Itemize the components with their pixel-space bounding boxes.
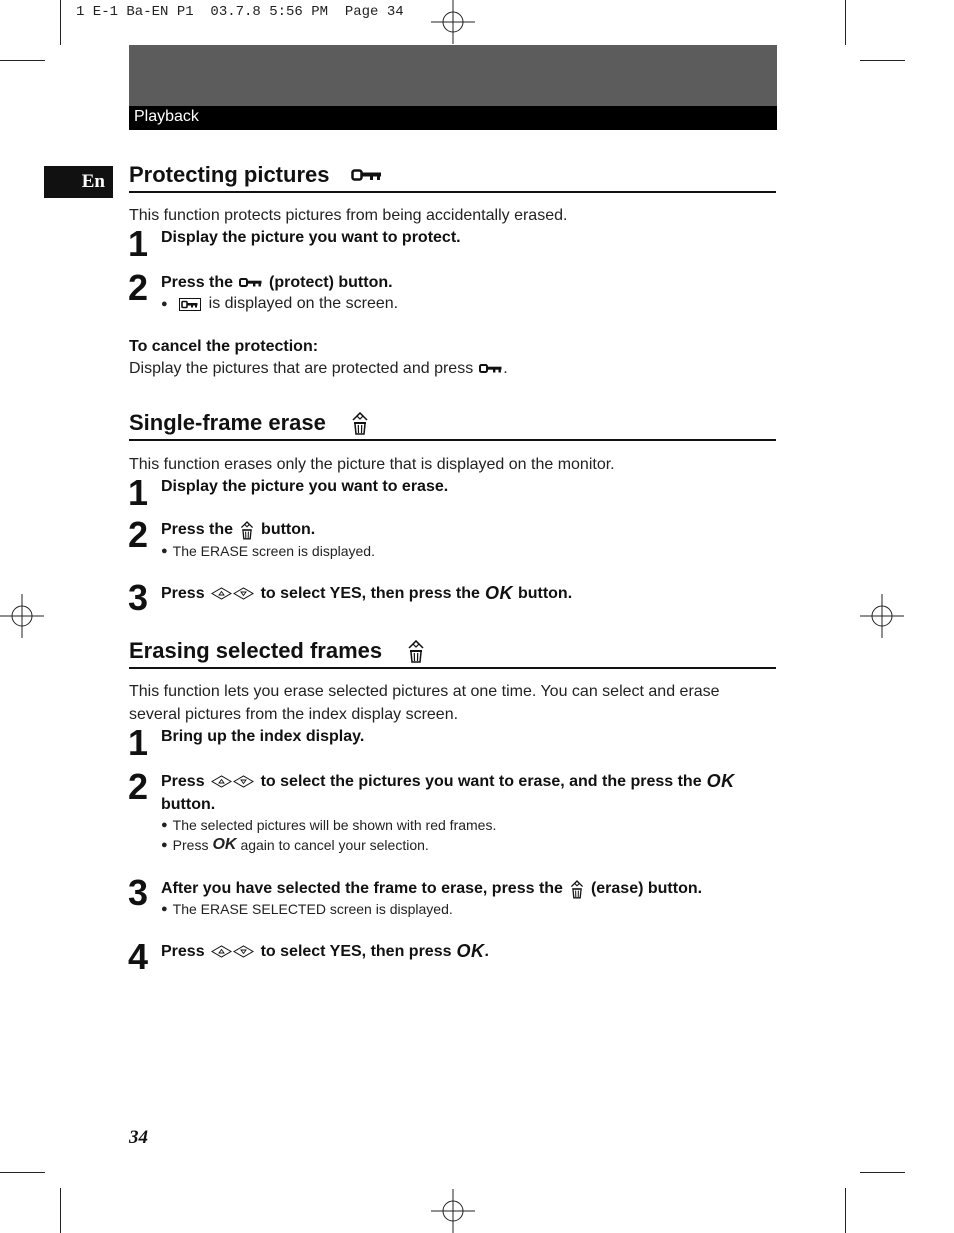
- step-text-after: button.: [517, 585, 573, 602]
- bullet-text-after: again to cancel your selection.: [240, 837, 429, 853]
- step-number: 2: [128, 267, 148, 308]
- step-text: Bring up the index display.: [161, 728, 365, 745]
- step-text: [161, 770, 740, 793]
- header-section-label: Playback: [134, 108, 199, 125]
- step-bullet: [161, 541, 375, 561]
- step-text: [161, 518, 315, 541]
- step-text: [161, 271, 393, 294]
- section-intro-line2: several pictures from the index display screen.: [129, 706, 459, 723]
- key-protect-icon: [239, 277, 263, 288]
- cancel-text: [129, 357, 508, 380]
- step-text-before: Press: [161, 773, 205, 790]
- step-text-before: Press the: [161, 274, 234, 291]
- ok-button-label: OK: [484, 583, 513, 603]
- step-number: 1: [128, 722, 148, 763]
- crop-mark: [860, 1172, 905, 1173]
- section-title-single-erase: [129, 410, 370, 436]
- step-text-mid: to select YES, then press the: [260, 585, 480, 602]
- step-text-line2: button.: [161, 796, 216, 813]
- bullet-text: is displayed on the screen.: [208, 295, 399, 312]
- cancel-heading: To cancel the protection:: [129, 338, 319, 355]
- bullet-dot-icon: ●: [161, 545, 168, 557]
- registration-mark-icon: [431, 0, 475, 44]
- up-down-arrow-buttons-icon: [211, 775, 255, 788]
- up-down-arrow-buttons-icon: [211, 587, 255, 600]
- crop-mark: [60, 0, 61, 45]
- section-rule: [129, 667, 776, 669]
- step-text-after: .: [484, 943, 489, 960]
- crop-mark: [860, 60, 905, 61]
- cancel-text-end: .: [503, 360, 508, 377]
- step-bullet: [161, 835, 429, 855]
- key-protect-icon: [351, 168, 383, 182]
- section-rule: [129, 191, 776, 193]
- crop-mark: [60, 1188, 61, 1233]
- crop-mark: [845, 1188, 846, 1233]
- bullet-text: The selected pictures will be shown with red frames.: [172, 817, 497, 833]
- step-text-before: Press: [161, 585, 205, 602]
- crop-mark: [845, 0, 846, 45]
- section-intro: This function protects pictures from being accidentally erased.: [129, 207, 568, 224]
- step-text-before: After you have selected the frame to erase, press the: [161, 880, 563, 897]
- step-text-after: (protect) button.: [269, 274, 393, 291]
- step-bullet: [161, 899, 453, 919]
- bullet-dot-icon: ●: [161, 298, 168, 310]
- step-text-before: Press the: [161, 521, 234, 538]
- step-text-after: (erase) button.: [590, 880, 703, 897]
- section-title-text: Protecting pictures: [129, 162, 330, 187]
- step-text-mid: to select the pictures you want to erase, and the press the: [260, 773, 702, 790]
- header-strip: [129, 106, 777, 130]
- page-number: 34: [129, 1127, 148, 1148]
- registration-mark-icon: [0, 594, 44, 638]
- registration-mark-icon: [860, 594, 904, 638]
- print-slug: 1 E-1 Ba-EN P1 03.7.8 5:56 PM Page 34: [76, 4, 404, 20]
- section-intro: This function erases only the picture that is displayed on the monitor.: [129, 456, 615, 473]
- step-number: 2: [128, 514, 148, 555]
- erase-trash-icon: [406, 639, 426, 663]
- step-number: 3: [128, 577, 148, 618]
- ok-button-label: OK: [212, 836, 237, 853]
- bullet-dot-icon: ●: [161, 903, 168, 915]
- ok-button-label: OK: [456, 941, 485, 961]
- bullet-dot-icon: ●: [161, 819, 168, 831]
- step-number: 2: [128, 766, 148, 807]
- step-text-after: button.: [261, 521, 316, 538]
- up-down-arrow-buttons-icon: [211, 945, 255, 958]
- section-title-selected-erase: [129, 638, 426, 664]
- crop-mark: [0, 60, 45, 61]
- section-title-text: Single-frame erase: [129, 410, 326, 435]
- bullet-text: The ERASE SELECTED screen is displayed.: [172, 901, 453, 917]
- step-number: 1: [128, 223, 148, 264]
- step-text: Display the picture you want to protect.: [161, 229, 461, 246]
- step-bullet: [161, 815, 496, 835]
- step-text-mid: to select YES, then press: [260, 943, 452, 960]
- ok-button-label: OK: [706, 771, 735, 791]
- erase-trash-icon: [239, 520, 255, 540]
- step-text: [161, 940, 489, 963]
- section-title-protect: [129, 162, 383, 188]
- language-tab: En: [44, 166, 113, 198]
- bullet-text-before: Press: [172, 837, 209, 853]
- section-rule: [129, 439, 776, 441]
- step-text: [161, 877, 702, 900]
- step-number: 3: [128, 872, 148, 913]
- section-intro-line1: This function lets you erase selected pictures at one time. You can select and erase: [129, 683, 720, 700]
- crop-mark: [0, 1172, 45, 1173]
- step-bullet: [161, 294, 398, 314]
- bullet-dot-icon: ●: [161, 839, 168, 851]
- step-text-before: Press: [161, 943, 205, 960]
- step-number: 1: [128, 472, 148, 513]
- registration-mark-icon: [431, 1189, 475, 1233]
- cancel-text-body: Display the pictures that are protected and press: [129, 360, 474, 377]
- erase-trash-icon: [569, 879, 585, 899]
- bullet-text: The ERASE screen is displayed.: [172, 543, 375, 559]
- key-protect-icon: [479, 363, 503, 374]
- step-text: Display the picture you want to erase.: [161, 478, 449, 495]
- step-number: 4: [128, 936, 148, 977]
- section-title-text: Erasing selected frames: [129, 638, 383, 663]
- protect-indicator-icon: [179, 298, 201, 311]
- erase-trash-icon: [350, 411, 370, 435]
- step-text: [161, 582, 572, 605]
